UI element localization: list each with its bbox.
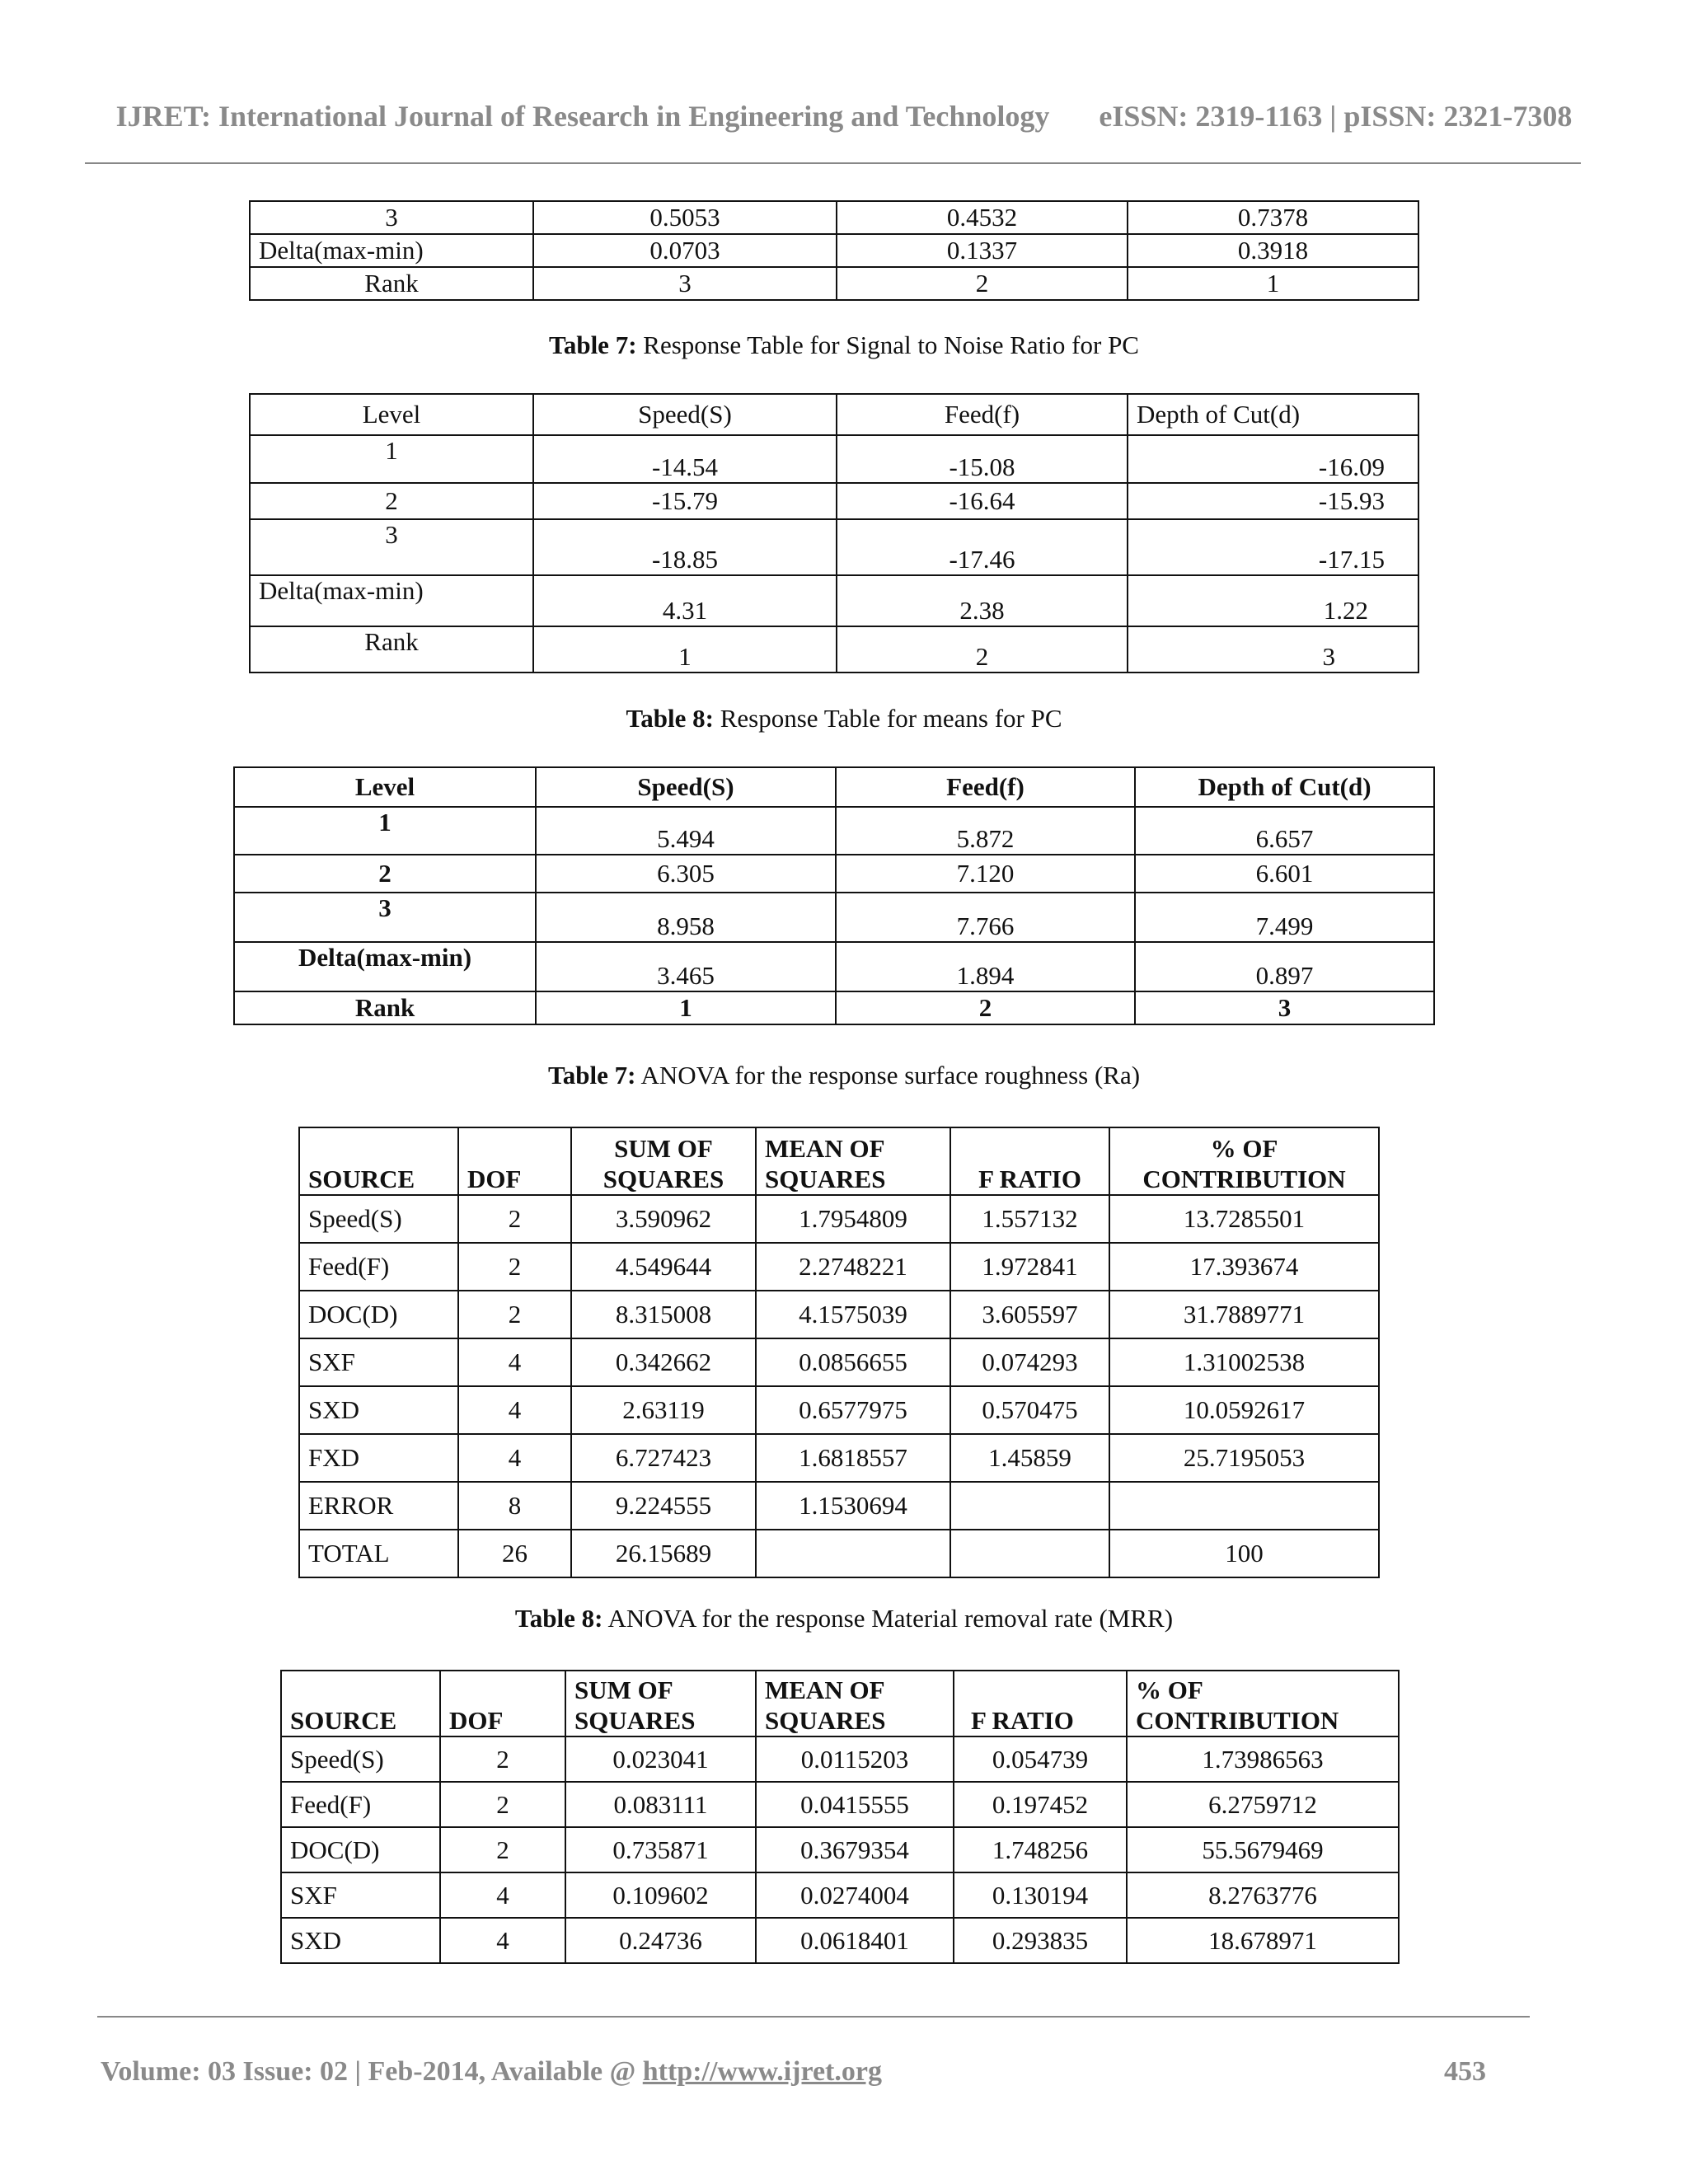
table-row: 1 -14.54 -15.08 -16.09 [250, 435, 1418, 483]
table-cell: 1.6818557 [756, 1434, 950, 1482]
table-row: Rank 1 2 3 [250, 626, 1418, 673]
table-cell: 2 [440, 1827, 565, 1872]
journal-issn: eISSN: 2319-1163 | pISSN: 2321-7308 [1099, 100, 1573, 133]
table-cell: Feed(F) [299, 1243, 458, 1291]
table-cell: 8.315008 [571, 1291, 756, 1338]
table-cell: 0.0856655 [756, 1338, 950, 1386]
caption-anova-ra-table: Table 7: ANOVA for the response surface roughness (Ra) [547, 1061, 1141, 1090]
table-row [299, 1434, 1379, 1482]
table-cell: 9.224555 [571, 1482, 756, 1530]
table-cell: 0.0415555 [756, 1782, 954, 1827]
table-row: 3 -18.85 -17.46 -17.15 [250, 519, 1418, 575]
table-cell: 4 [458, 1338, 571, 1386]
table-cell: 0.023041 [565, 1736, 756, 1782]
table-cell: 0.130194 [954, 1872, 1127, 1918]
footer-volume: Volume: 03 Issue: 02 | Feb-2014, Available @ http://www.ijret.org [101, 2056, 882, 2087]
table-header-row: SOURCE DOF SUM OF SQUARES MEAN OF SQUARES F RATIO % OF CONTRIBUTION [299, 1127, 1379, 1195]
anova-mrr-body [281, 1736, 1399, 1963]
table-cell: 31.7889771 [1109, 1291, 1379, 1338]
table-cell: 2.63119 [571, 1386, 756, 1434]
table-row: 3 8.958 7.766 7.499 [234, 893, 1434, 942]
means-table [233, 766, 1435, 1025]
table-cell: 0.109602 [565, 1872, 756, 1918]
table-cell: 0.197452 [954, 1782, 1127, 1827]
table-cell: SXF [299, 1338, 458, 1386]
table-cell: 10.0592617 [1109, 1386, 1379, 1434]
table-cell: 2 [458, 1291, 571, 1338]
table-row [299, 1482, 1379, 1530]
table-cell: 6.2759712 [1127, 1782, 1399, 1827]
table-row: Rank 1 2 3 [234, 991, 1434, 1024]
table-cell: 100 [1109, 1530, 1379, 1577]
table-cell: 0.24736 [565, 1918, 756, 1963]
table-continued [249, 200, 1419, 301]
table-row [299, 1530, 1379, 1577]
table-cell: 2 [440, 1782, 565, 1827]
table-row [281, 1872, 1399, 1918]
anova-ra-table [298, 1127, 1380, 1578]
table-cell [950, 1482, 1109, 1530]
table-cell: 17.393674 [1109, 1243, 1379, 1291]
table-cell: 4 [440, 1872, 565, 1918]
table-row [281, 1827, 1399, 1872]
table-row: 2 6.305 7.120 6.601 [234, 855, 1434, 893]
table-cell: 4.549644 [571, 1243, 756, 1291]
table-cell: 1.73986563 [1127, 1736, 1399, 1782]
table-row: 1 5.494 5.872 6.657 [234, 807, 1434, 855]
table-cell: 1.31002538 [1109, 1338, 1379, 1386]
table-cell: 2 [458, 1243, 571, 1291]
journal-header [0, 99, 1688, 134]
table-cell: 26.15689 [571, 1530, 756, 1577]
table-cell: 4 [440, 1918, 565, 1963]
table-row [299, 1338, 1379, 1386]
table-cell: SXD [281, 1918, 440, 1963]
table-cell: Speed(S) [299, 1195, 458, 1243]
table-cell: 0.342662 [571, 1338, 756, 1386]
table-row [299, 1386, 1379, 1434]
table-header-row: SOURCE DOF SUM OF SQUARES MEAN OF SQUARES F RATIO % OF CONTRIBUTION [281, 1671, 1399, 1736]
footer-link[interactable]: http://www.ijret.org [642, 2056, 882, 2087]
page-number: 453 [1444, 2056, 1486, 2087]
table-cell: 8 [458, 1482, 571, 1530]
table-cell: TOTAL [299, 1530, 458, 1577]
table-cell: 18.678971 [1127, 1918, 1399, 1963]
table-cell: 2 [458, 1195, 571, 1243]
table-row [299, 1243, 1379, 1291]
table-cell: 0.6577975 [756, 1386, 950, 1434]
table-cell: 0.3679354 [756, 1827, 954, 1872]
table-row [281, 1736, 1399, 1782]
table-cell: 25.7195053 [1109, 1434, 1379, 1482]
table-cell: 26 [458, 1530, 571, 1577]
table-cell: Feed(F) [281, 1782, 440, 1827]
table-cell: 4 [458, 1386, 571, 1434]
table-cell: 0.293835 [954, 1918, 1127, 1963]
table-row [299, 1291, 1379, 1338]
table-cell: 1.748256 [954, 1827, 1127, 1872]
table-cell: DOC(D) [281, 1827, 440, 1872]
table-cell: 3.605597 [950, 1291, 1109, 1338]
table-row [281, 1918, 1399, 1963]
table-row: 3 0.5053 0.4532 0.7378 [250, 201, 1418, 234]
table-cell: ERROR [299, 1482, 458, 1530]
table-cell: 0.054739 [954, 1736, 1127, 1782]
table-row: Delta(max-min) 4.31 2.38 1.22 [250, 575, 1418, 626]
caption-sn-table: Table 7: Response Table for Signal to Noise Ratio for PC [549, 330, 1139, 359]
table-cell: 1.1530694 [756, 1482, 950, 1530]
anova-ra-body [299, 1195, 1379, 1577]
table-cell: 1.972841 [950, 1243, 1109, 1291]
table-cell: SXD [299, 1386, 458, 1434]
table-header-row: Level Speed(S) Feed(f) Depth of Cut(d) [234, 767, 1434, 807]
table-cell: 6.727423 [571, 1434, 756, 1482]
header-rule [85, 162, 1581, 164]
anova-mrr-table [280, 1670, 1400, 1964]
table-cell: 1.7954809 [756, 1195, 950, 1243]
table-cell [950, 1530, 1109, 1577]
table-row: Rank 3 2 1 [250, 267, 1418, 300]
table-cell: 0.0274004 [756, 1872, 954, 1918]
table-cell: 3.590962 [571, 1195, 756, 1243]
table-cell: FXD [299, 1434, 458, 1482]
table-cell: 0.083111 [565, 1782, 756, 1827]
table-cell: DOC(D) [299, 1291, 458, 1338]
table-cell: 4.1575039 [756, 1291, 950, 1338]
footer-rule [97, 2016, 1530, 2018]
table-cell: 2 [440, 1736, 565, 1782]
table-cell: 2.2748221 [756, 1243, 950, 1291]
caption-anova-mrr-table: Table 8: ANOVA for the response Material removal rate (MRR) [514, 1604, 1174, 1633]
table-row: 2 -15.79 -16.64 -15.93 [250, 483, 1418, 519]
table-row: Delta(max-min) 3.465 1.894 0.897 [234, 942, 1434, 991]
table-row [299, 1195, 1379, 1243]
table-cell: Speed(S) [281, 1736, 440, 1782]
table-row: Delta(max-min) 0.0703 0.1337 0.3918 [250, 234, 1418, 267]
table-cell: 8.2763776 [1127, 1872, 1399, 1918]
table-header-row: Level Speed(S) Feed(f) Depth of Cut(d) [250, 394, 1418, 435]
table-cell: 1.557132 [950, 1195, 1109, 1243]
table-cell [1109, 1482, 1379, 1530]
table-cell: SXF [281, 1872, 440, 1918]
table-cell: 4 [458, 1434, 571, 1482]
table-cell: 0.570475 [950, 1386, 1109, 1434]
table-cell: 55.5679469 [1127, 1827, 1399, 1872]
table-cell: 0.0115203 [756, 1736, 954, 1782]
table-cell: 0.735871 [565, 1827, 756, 1872]
table-cell: 0.0618401 [756, 1918, 954, 1963]
journal-title: IJRET: International Journal of Research in Engineering and Technology [115, 100, 1050, 133]
table-cell: 1.45859 [950, 1434, 1109, 1482]
table-cell [756, 1530, 950, 1577]
table-cell: 13.7285501 [1109, 1195, 1379, 1243]
table-cell: 0.074293 [950, 1338, 1109, 1386]
table-row [281, 1782, 1399, 1827]
caption-means-table: Table 8: Response Table for means for PC [626, 704, 1062, 733]
sn-ratio-table [249, 393, 1419, 673]
